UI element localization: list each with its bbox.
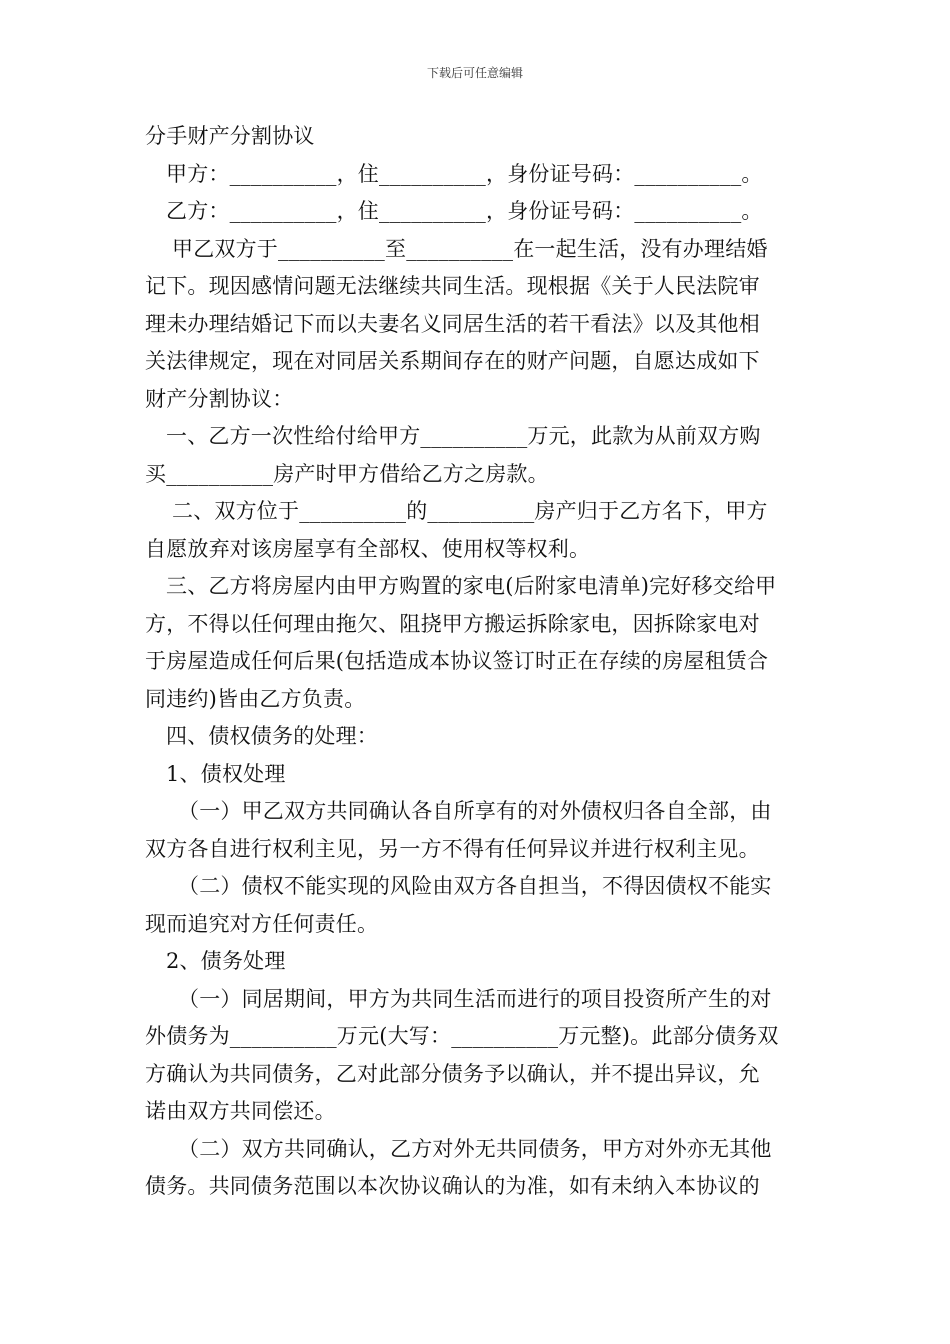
party-b-line: 乙方：__________，住__________，身份证号码：__________。 [166, 199, 763, 223]
paragraph-line: 债务。共同债务范围以本次协议确认的为准，如有未纳入本协议的 [145, 1174, 760, 1198]
clause-3-line: 于房屋造成任何后果(包括造成本协议签订时正在存续的房屋租赁合 [145, 649, 769, 673]
paragraph-line: 双方各自进行权利主见，另一方不得有任何异议并进行权利主见。 [145, 836, 760, 861]
party-a-line: 甲方：__________，住__________，身份证号码：__________。 [166, 161, 763, 186]
paragraph-line: （一）同居期间，甲方为共同生活而进行的项目投资所产生的对 [178, 986, 772, 1011]
page-header-note: 下载后可任意编辑 [426, 66, 523, 80]
clause-4-heading: 四、债权债务的处理： [166, 724, 378, 748]
paragraph-line: 方确认为共同债务，乙对此部分债务予以确认，并不提出异议，允 [145, 1061, 760, 1086]
paragraph-line: （二）双方共同确认，乙方对外无共同债务，甲方对外亦无其他 [178, 1136, 772, 1161]
paragraph-line: 记下。现因感情问题无法继续共同生活。现根据《关于人民法院审 [145, 274, 760, 298]
document-title: 分手财产分割协议 [145, 124, 315, 148]
clause-2-line: 二、双方位于__________的__________房产归于乙方名下，甲方 [172, 499, 768, 523]
clause-3-line: 同违约)皆由乙方负责。 [145, 686, 366, 711]
agreement-body [145, 118, 810, 1206]
paragraph-line: （二）债权不能实现的风险由双方各自担当，不得因债权不能实 [178, 874, 772, 898]
paragraph-line: 诺由双方共同偿还。 [145, 1099, 336, 1123]
clause-1-line: 买__________房产时甲方借给乙方之房款。 [145, 461, 549, 486]
subsection-heading: 1、债权处理 [166, 761, 286, 786]
paragraph-line: 现而追究对方任何责任。 [145, 911, 379, 936]
clause-3-line: 三、乙方将房屋内由甲方购置的家电(后附家电清单)完好移交给甲 [166, 574, 777, 598]
paragraph-line: 外债务为__________万元(大写：__________万元整)。此部分债务双 [145, 1024, 779, 1048]
paragraph-line: （一）甲乙双方共同确认各自所享有的对外债权归各自全部，由 [178, 799, 772, 823]
paragraph-line: 关法律规定，现在对同居关系期间存在的财产问题，自愿达成如下 [145, 349, 760, 373]
clause-1-line: 一、乙方一次性给付给甲方__________万元，此款为从前双方购 [166, 424, 761, 448]
paragraph-line: 理未办理结婚记下而以夫妻名义同居生活的若干看法》以及其他相 [145, 311, 760, 336]
subsection-heading: 2、债务处理 [166, 949, 286, 973]
clause-2-line: 自愿放弃对该房屋享有全部权、使用权等权利。 [145, 536, 591, 561]
paragraph-line: 甲乙双方于__________至__________在一起生活，没有办理结婚 [172, 236, 768, 261]
paragraph-line: 财产分割协议： [145, 386, 294, 411]
clause-3-line: 方，不得以任何理由拖欠、阻挠甲方搬运拆除家电，因拆除家电对 [145, 611, 760, 636]
